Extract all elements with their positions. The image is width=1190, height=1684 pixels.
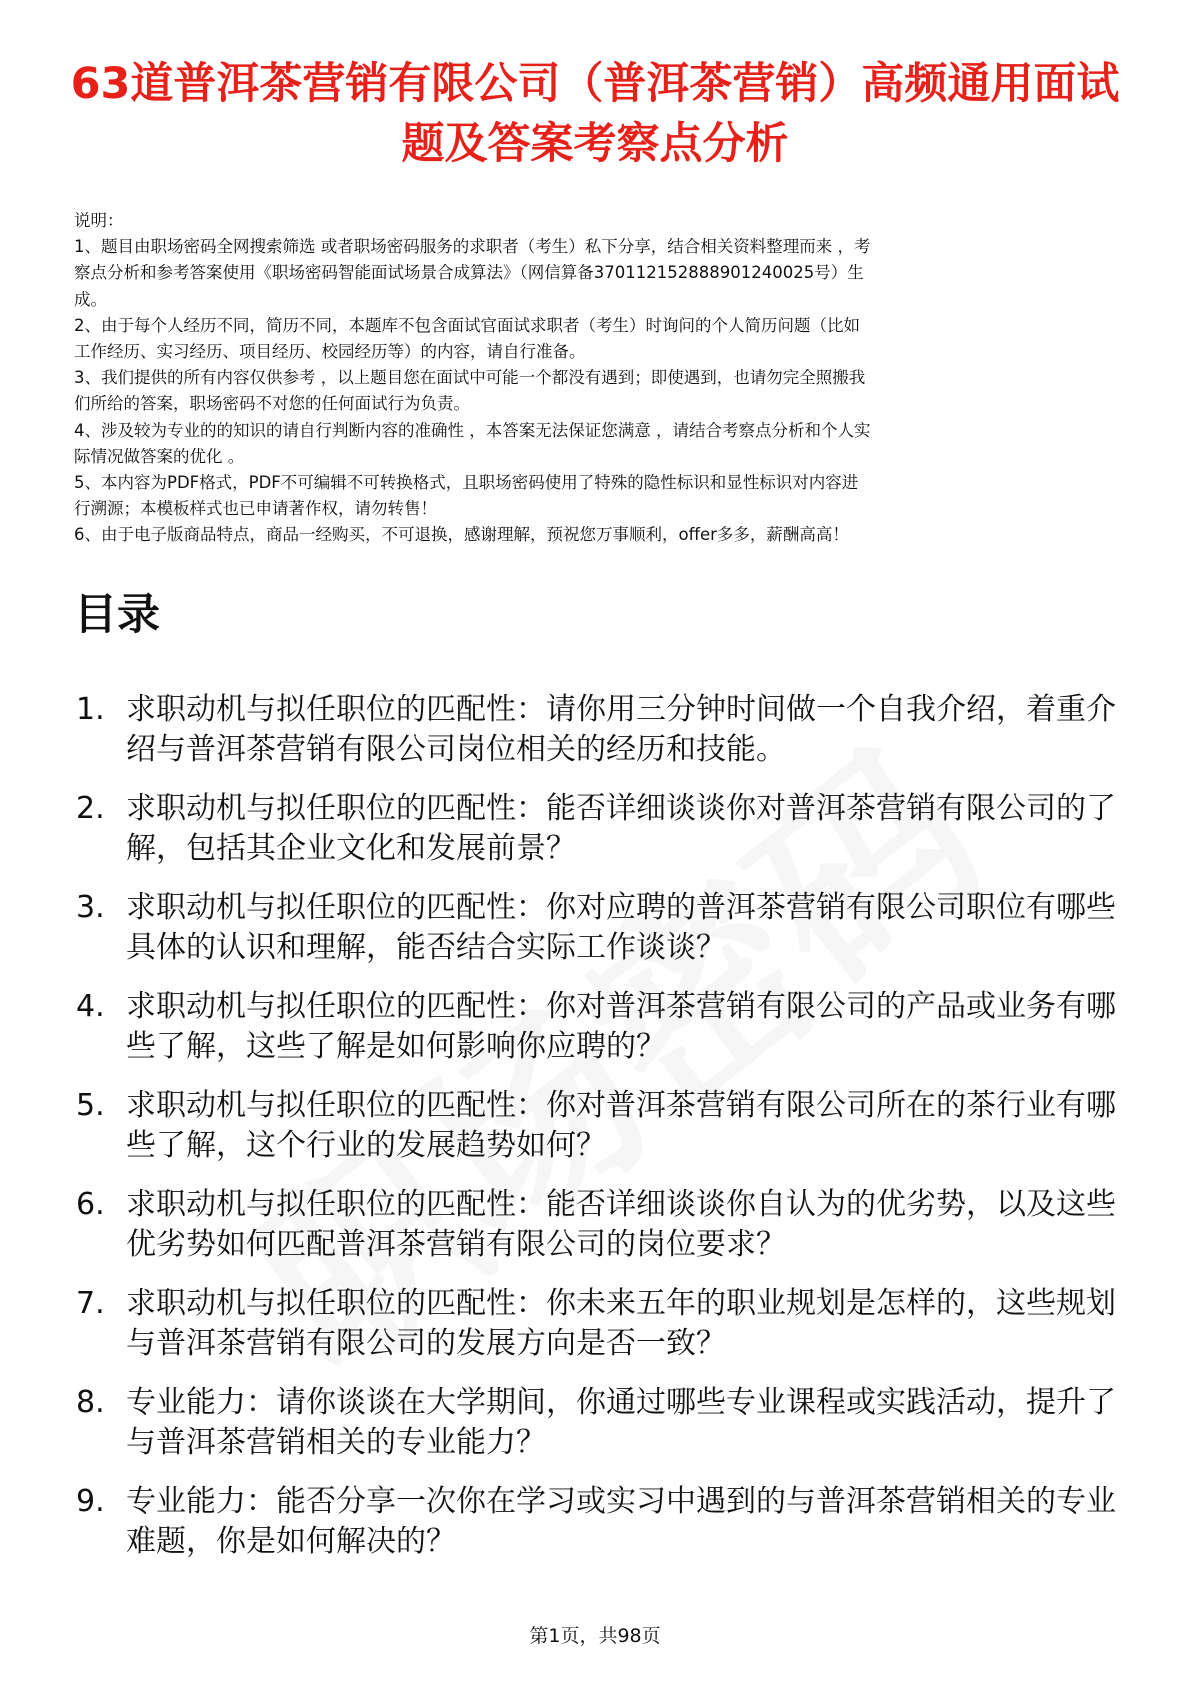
toc-item[interactable] xyxy=(74,987,1124,1067)
notes-line: 察点分析和参考答案使用《职场密码智能面试场景合成算法》（网信算备370112152888901240025号）生 xyxy=(74,263,864,283)
toc-item-number: 7. xyxy=(76,1286,105,1321)
toc-item[interactable] xyxy=(74,690,1124,770)
document-title: 63道普洱茶营销有限公司（普洱茶营销）高频通用面试题及答案考察点分析 xyxy=(70,59,1120,169)
toc-item-text: 求职动机与拟任职位的匹配性：请你用三分钟时间做一个自我介绍，着重介绍与普洱茶营销有限公司岗位相关的经历和技能。 xyxy=(126,692,1116,767)
notes-line: 4、涉及较为专业的的知识的请自行判断内容的准确性 ，本答案无法保证您满意 ，请结合考察点分析和个人实 xyxy=(74,420,871,440)
notes-line: 际情况做答案的优化 。 xyxy=(74,446,245,466)
toc-item-text: 求职动机与拟任职位的匹配性：你对普洱茶营销有限公司所在的茶行业有哪些了解，这个行业的发展趋势如何？ xyxy=(126,1088,1116,1163)
notes-line: 6、由于电子版商品特点，商品一经购买，不可退换，感谢理解，预祝您万事顺利，offer多多，薪酬高高！ xyxy=(74,525,849,545)
notes-section xyxy=(74,208,1124,549)
toc-item-number: 8. xyxy=(76,1385,105,1420)
toc-item[interactable] xyxy=(74,789,1124,869)
toc-item-number: 3. xyxy=(76,890,105,925)
toc-list xyxy=(74,690,1124,1581)
toc-item-text: 求职动机与拟任职位的匹配性：你对应聘的普洱茶营销有限公司职位有哪些具体的认识和理解，能否结合实际工作谈谈？ xyxy=(126,890,1116,965)
toc-item[interactable] xyxy=(74,1284,1124,1364)
notes-line: 3、我们提供的所有内容仅供参考 ，以上题目您在面试中可能一个都没有遇到；即使遇到，也请勿完全照搬我 xyxy=(74,368,866,388)
notes-line: 成。 xyxy=(74,289,107,309)
toc-item[interactable] xyxy=(74,1482,1124,1562)
toc-heading: 目录 xyxy=(74,590,160,640)
toc-item[interactable] xyxy=(74,1086,1124,1166)
toc-item[interactable] xyxy=(74,1185,1124,1265)
notes-line: 1、题目由职场密码全网搜索筛选 或者职场密码服务的求职者（考生）私下分享，结合相关资料整理而来 ，考 xyxy=(74,237,871,257)
notes-line: 们所给的答案，职场密码不对您的任何面试行为负责。 xyxy=(74,394,470,414)
toc-item-number: 9. xyxy=(76,1484,105,1519)
toc-item-number: 5. xyxy=(76,1088,105,1123)
toc-item-number: 1. xyxy=(76,692,105,727)
toc-item-text: 求职动机与拟任职位的匹配性：你对普洱茶营销有限公司的产品或业务有哪些了解，这些了解是如何影响你应聘的？ xyxy=(126,989,1116,1064)
toc-item-text: 求职动机与拟任职位的匹配性：能否详细谈谈你对普洱茶营销有限公司的了解，包括其企业文化和发展前景？ xyxy=(126,791,1116,866)
notes-line: 工作经历、实习经历、项目经历、校园经历等）的内容，请自行准备。 xyxy=(74,342,586,362)
toc-item-text: 专业能力：能否分享一次你在学习或实习中遇到的与普洱茶营销相关的专业难题，你是如何解决的？ xyxy=(126,1484,1116,1559)
toc-item-number: 4. xyxy=(76,989,105,1024)
notes-line: 2、由于每个人经历不同，简历不同，本题库不包含面试官面试求职者（考生）时询问的个人简历问题（比如 xyxy=(74,315,860,335)
toc-item-number: 2. xyxy=(76,791,105,826)
toc-item-text: 求职动机与拟任职位的匹配性：你未来五年的职业规划是怎样的，这些规划与普洱茶营销有限公司的发展方向是否一致？ xyxy=(126,1286,1116,1361)
toc-item-text: 求职动机与拟任职位的匹配性：能否详细谈谈你自认为的优劣势，以及这些优劣势如何匹配普洱茶营销有限公司的岗位要求？ xyxy=(126,1187,1116,1262)
toc-item-number: 6. xyxy=(76,1187,105,1222)
toc-item[interactable] xyxy=(74,1383,1124,1463)
toc-item-text: 专业能力：请你谈谈在大学期间，你通过哪些专业课程或实践活动，提升了与普洱茶营销相关的专业能力？ xyxy=(126,1385,1116,1460)
page-footer: 第1页，共98页 xyxy=(529,1625,661,1647)
notes-line: 5、本内容为PDF格式，PDF不可编辑不可转换格式，且职场密码使用了特殊的隐性标识和显性标识对内容进 xyxy=(74,473,859,493)
notes-line: 说明： xyxy=(74,211,124,230)
toc-item[interactable] xyxy=(74,888,1124,968)
notes-line: 行溯源；本模板样式也已申请著作权，请勿转售！ xyxy=(74,499,437,519)
